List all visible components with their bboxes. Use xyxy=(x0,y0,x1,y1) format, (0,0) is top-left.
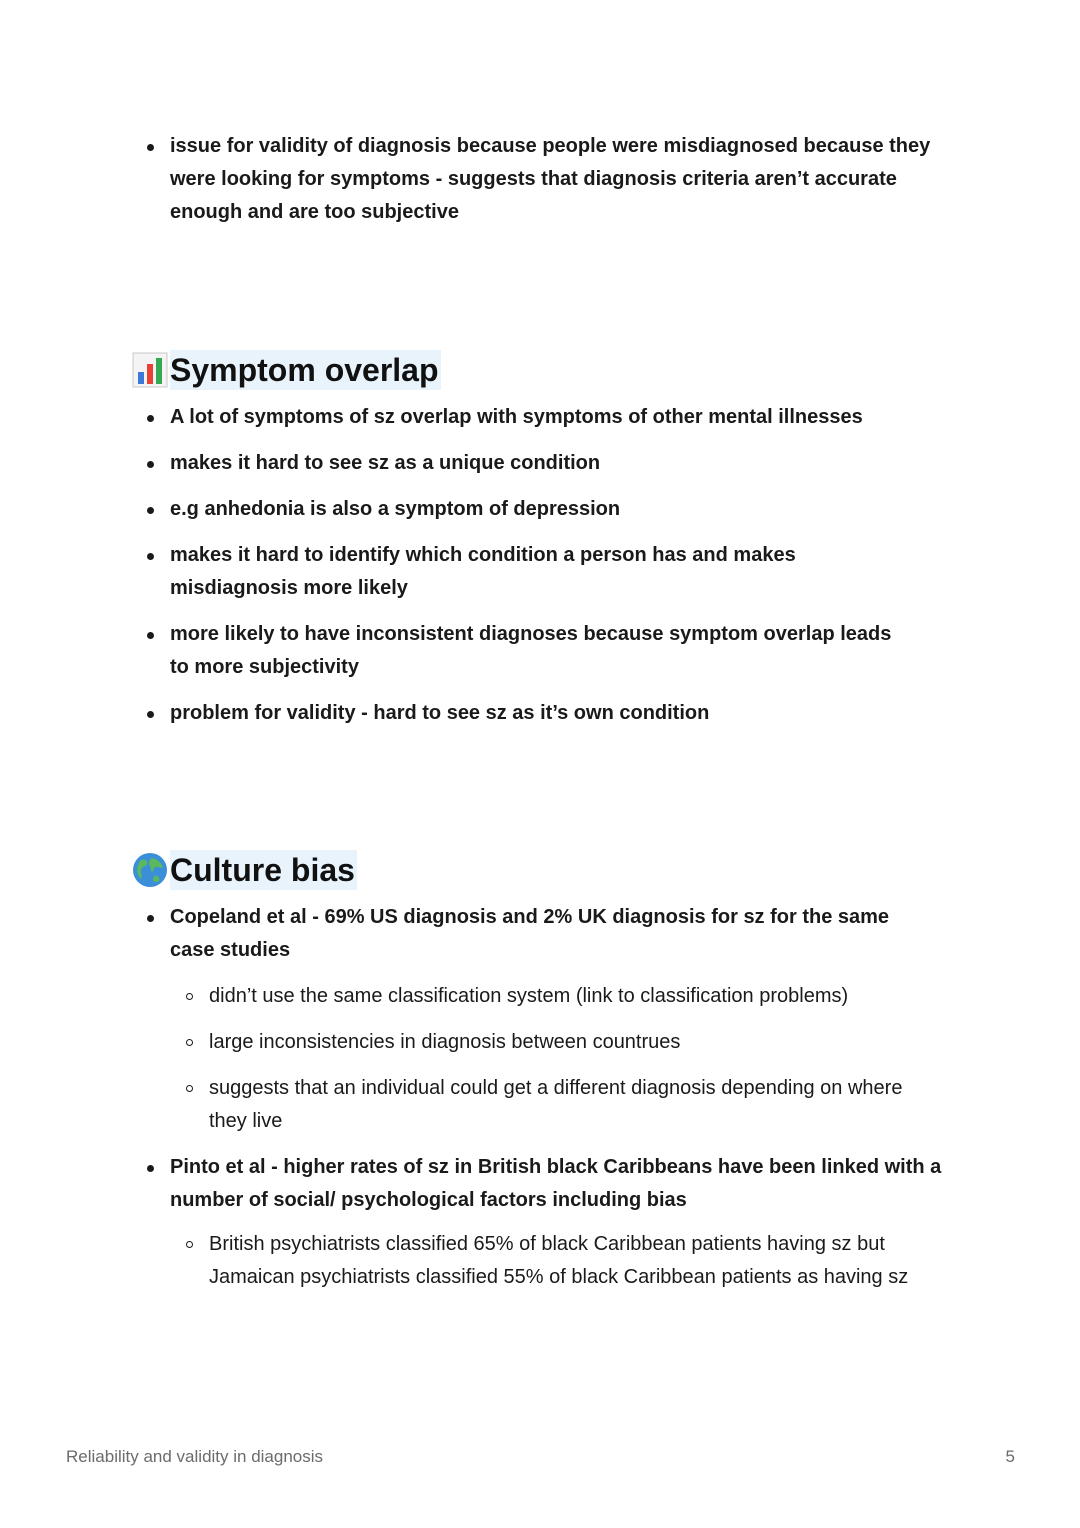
section-heading-culture-bias xyxy=(132,850,357,890)
copeland-sublist xyxy=(209,980,949,1138)
culture-bias-list-2 xyxy=(170,1151,960,1217)
section-heading-symptom-overlap xyxy=(132,350,441,390)
section-title: Culture bias xyxy=(170,852,355,888)
list-item: A lot of symptoms of sz overlap with symptoms of other mental illnesses xyxy=(170,401,950,434)
list-item xyxy=(170,1151,960,1217)
footer-document-title: Reliability and validity in diagnosis xyxy=(66,1447,324,1466)
list-item: e.g anhedonia is also a symptom of depression xyxy=(170,493,950,526)
footer-page-number: 5 xyxy=(1005,1447,1015,1466)
list-item: problem for validity - hard to see sz as it’s own condition xyxy=(170,697,950,730)
pinto-sublist xyxy=(209,1228,954,1294)
list-item: more likely to have inconsistent diagnoses because symptom overlap leads to more subjectivity xyxy=(170,618,910,684)
list-item: issue for validity of diagnosis because people were misdiagnosed because they were looking for symptoms - suggests that diagnosis criteria aren’t accurate enough and are too subjective xyxy=(170,130,970,229)
section-title: Symptom overlap xyxy=(170,352,439,388)
list-item: makes it hard to see sz as a unique condition xyxy=(170,447,950,480)
sub-list-item: large inconsistencies in diagnosis between countrues xyxy=(209,1026,949,1059)
list-item xyxy=(170,901,910,967)
list-item-text: Copeland et al - 69% US diagnosis and 2% UK diagnosis for sz for the same case studies xyxy=(170,906,890,961)
list-item-text: Pinto et al - higher rates of sz in British black Caribbeans have been linked with a number of social/ psychological factors including bias xyxy=(170,1156,942,1211)
list-item: makes it hard to identify which condition a person has and makes misdiagnosis more likely xyxy=(170,539,890,605)
globe-icon xyxy=(132,852,168,888)
sub-list-item: suggests that an individual could get a different diagnosis depending on where they live xyxy=(209,1072,909,1138)
intro-list xyxy=(170,130,970,229)
sub-list-item: British psychiatrists classified 65% of black Caribbean patients having sz but Jamaican psychiatrists classified 55% of black Caribbean patients as having sz xyxy=(209,1228,954,1294)
culture-bias-list xyxy=(170,901,950,967)
sub-list-item: didn’t use the same classification system (link to classification problems) xyxy=(209,980,949,1013)
symptom-overlap-list xyxy=(170,401,950,730)
bar-chart-icon xyxy=(132,352,168,388)
